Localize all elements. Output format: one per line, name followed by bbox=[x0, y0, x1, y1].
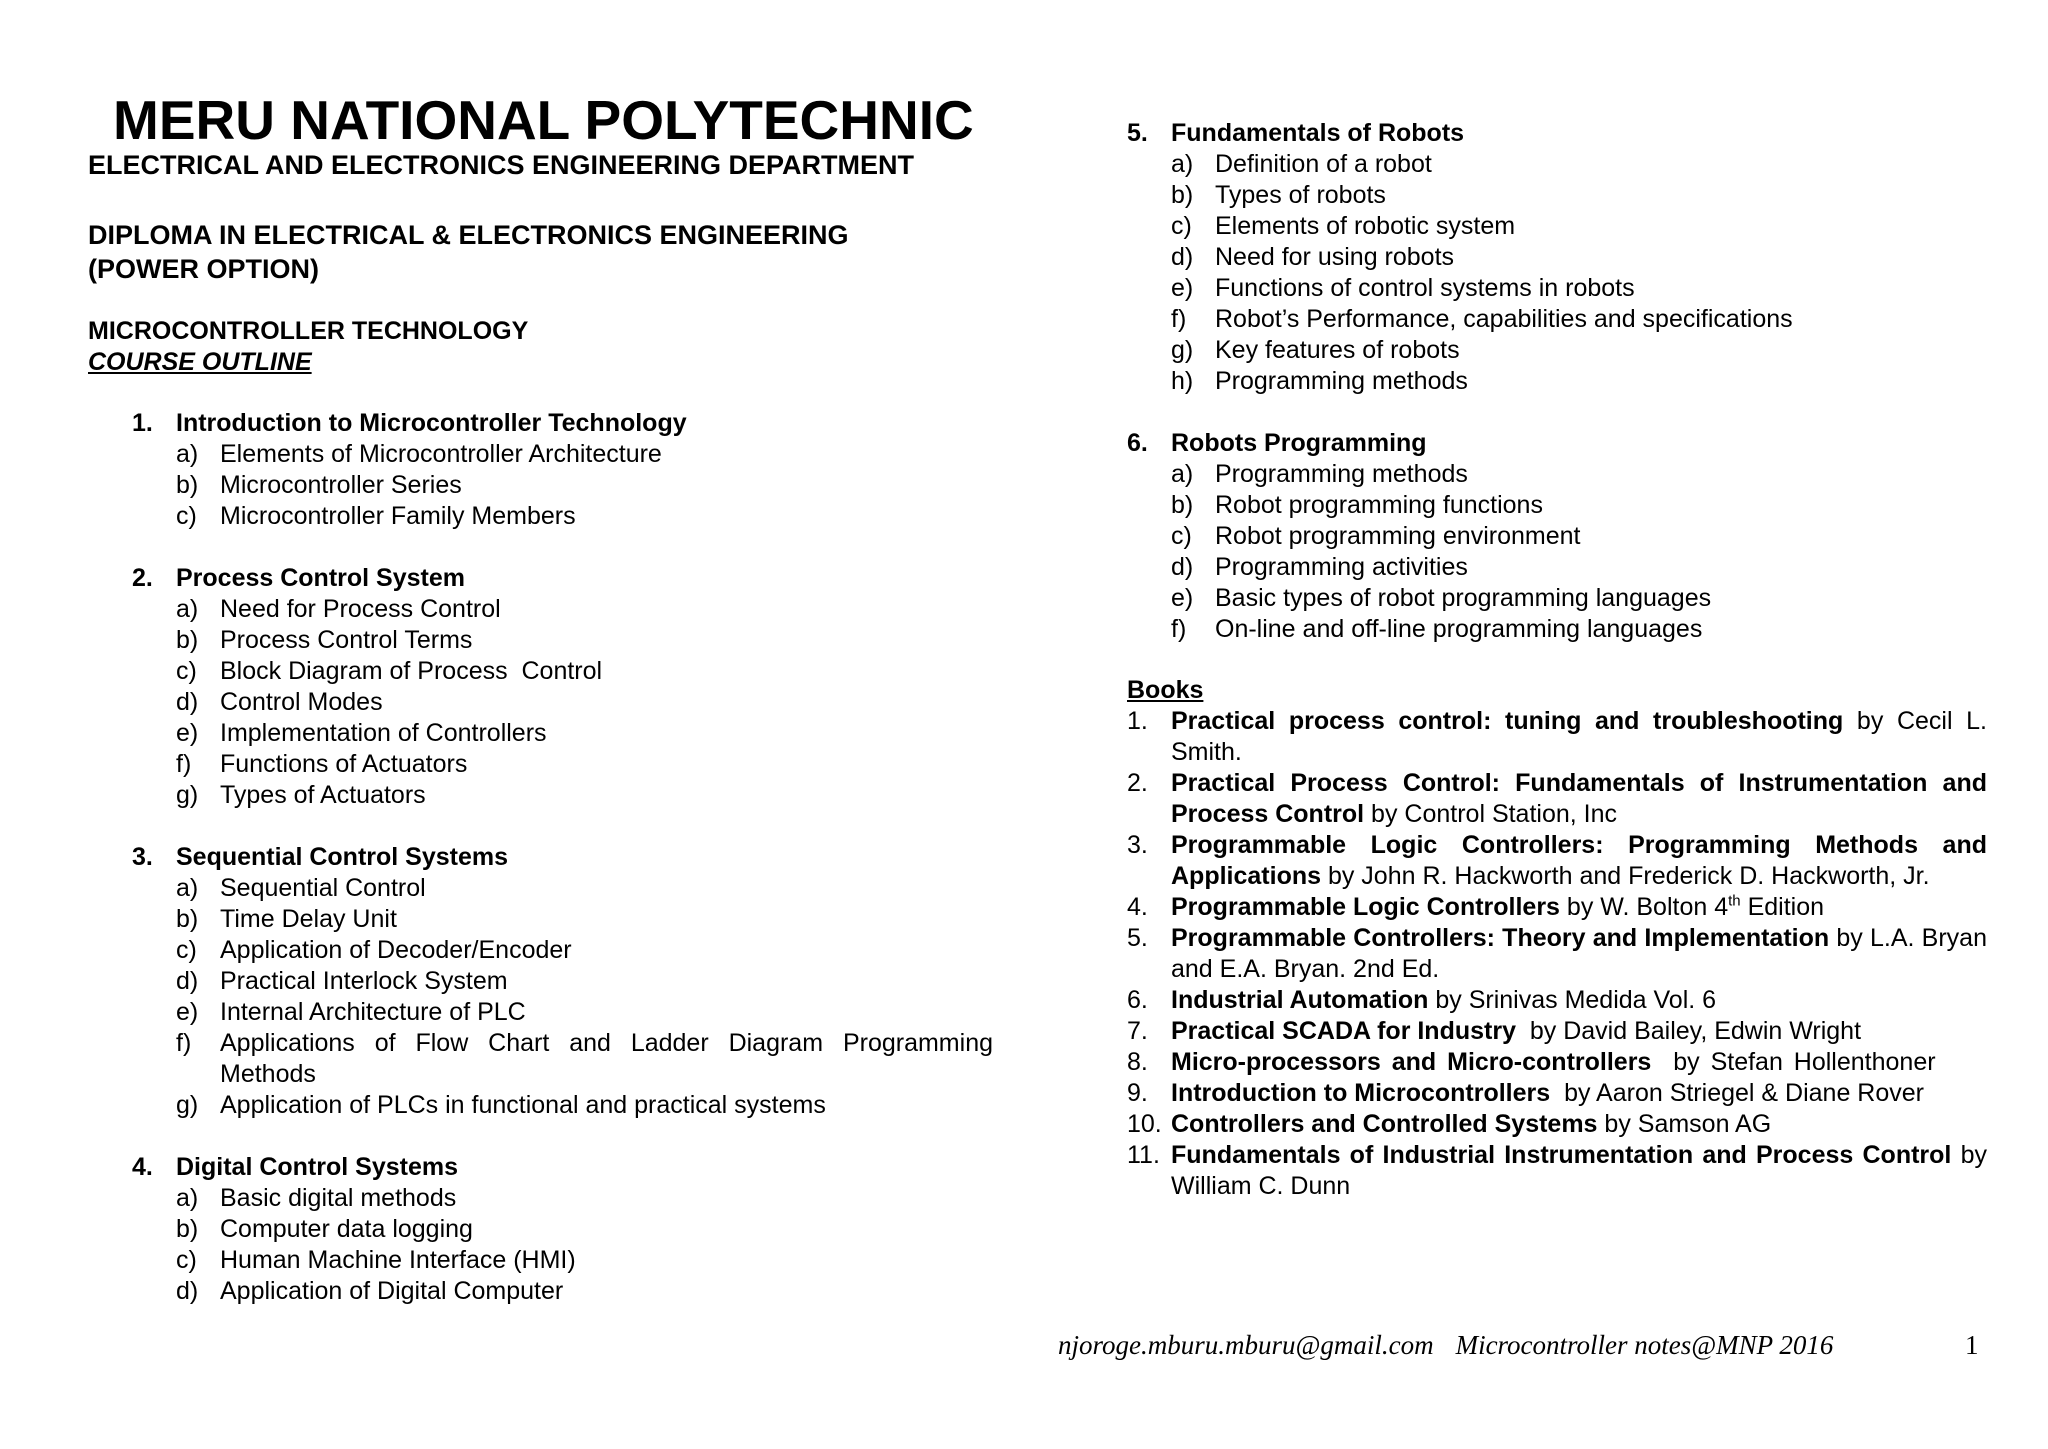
book-author: by Cecil L. Smith. bbox=[1171, 707, 1987, 766]
item-letter: d) bbox=[176, 688, 199, 716]
book-text bbox=[1171, 892, 1987, 923]
book-title: Controllers and Controlled Systems bbox=[1171, 1110, 1598, 1138]
item-text: Practical Interlock System bbox=[220, 967, 508, 995]
section-number: 2. bbox=[132, 564, 153, 592]
book-title: Fundamentals of Industrial Instrumentation and Process Control bbox=[1171, 1141, 1952, 1169]
item-letter: f) bbox=[176, 1029, 192, 1057]
item-letter: d) bbox=[1171, 553, 1194, 581]
books-list bbox=[1127, 706, 1987, 1202]
book-title: Practical process control: tuning and troubleshooting bbox=[1171, 707, 1844, 735]
list-item bbox=[132, 594, 993, 625]
list-item bbox=[132, 1028, 993, 1090]
book-number: 11. bbox=[1127, 1141, 1160, 1169]
item-letter: b) bbox=[1171, 491, 1194, 519]
item-letter: e) bbox=[1171, 274, 1194, 302]
book-number: 8. bbox=[1127, 1048, 1148, 1076]
diploma-line-1: DIPLOMA IN ELECTRICAL & ELECTRONICS ENGINEERING bbox=[88, 220, 849, 250]
book-text bbox=[1171, 923, 1987, 985]
list-item bbox=[132, 1183, 993, 1214]
list-item bbox=[1127, 180, 1987, 211]
book-number: 5. bbox=[1127, 924, 1148, 952]
item-letter: b) bbox=[176, 626, 199, 654]
course-block bbox=[88, 316, 528, 378]
list-item bbox=[132, 935, 993, 966]
book-item bbox=[1127, 1078, 1987, 1109]
section-title-text: Digital Control Systems bbox=[176, 1153, 458, 1181]
item-text: Control Modes bbox=[220, 688, 383, 716]
institution-title: MERU NATIONAL POLYTECHNIC bbox=[113, 89, 974, 151]
list-item bbox=[132, 501, 993, 532]
book-item bbox=[1127, 1140, 1987, 1202]
item-text: Application of Decoder/Encoder bbox=[220, 936, 572, 964]
item-letter: e) bbox=[176, 719, 199, 747]
book-title: Micro-processors and Micro-controllers bbox=[1171, 1048, 1652, 1076]
item-letter: e) bbox=[176, 998, 199, 1026]
item-text: Microcontroller Series bbox=[220, 471, 462, 499]
item-text: Robot’s Performance, capabilities and specifications bbox=[1215, 305, 1793, 333]
item-letter: a) bbox=[1171, 460, 1194, 488]
book-item bbox=[1127, 923, 1987, 985]
section-2 bbox=[132, 563, 993, 811]
item-text: Types of Actuators bbox=[220, 781, 426, 809]
item-letter: a) bbox=[176, 874, 199, 902]
section-number: 5. bbox=[1127, 119, 1148, 147]
item-text-line-2: Methods bbox=[220, 1060, 316, 1088]
item-text: Functions of control systems in robots bbox=[1215, 274, 1635, 302]
section-title bbox=[1127, 118, 1987, 149]
list-item bbox=[132, 904, 993, 935]
section-title bbox=[132, 563, 993, 594]
section-number: 3. bbox=[132, 843, 153, 871]
item-text: Time Delay Unit bbox=[220, 905, 397, 933]
section-title-text: Fundamentals of Robots bbox=[1171, 119, 1465, 147]
item-letter: a) bbox=[1171, 150, 1194, 178]
section-title-text: Robots Programming bbox=[1171, 429, 1427, 457]
item-letter: e) bbox=[1171, 584, 1194, 612]
book-author: by John R. Hackworth and Frederick D. Hackworth, Jr. bbox=[1321, 862, 1930, 890]
list-item bbox=[1127, 552, 1987, 583]
book-author: by Stefan Hollenthoner bbox=[1651, 1048, 1936, 1076]
item-text: Programming methods bbox=[1215, 367, 1468, 395]
section-title-text: Introduction to Microcontroller Technology bbox=[176, 409, 687, 437]
item-letter: c) bbox=[176, 936, 197, 964]
book-author: by Control Station, Inc bbox=[1364, 800, 1618, 828]
item-text: Robot programming functions bbox=[1215, 491, 1543, 519]
book-author: by W. Bolton 4 bbox=[1559, 893, 1729, 921]
item-letter: b) bbox=[176, 1215, 199, 1243]
book-number: 7. bbox=[1127, 1017, 1148, 1045]
item-letter: g) bbox=[1171, 336, 1194, 364]
list-item bbox=[132, 439, 993, 470]
item-text: Basic digital methods bbox=[220, 1184, 457, 1212]
item-letter: a) bbox=[176, 440, 199, 468]
book-author: by Samson AG bbox=[1597, 1110, 1772, 1138]
list-item bbox=[1127, 149, 1987, 180]
book-item bbox=[1127, 1016, 1987, 1047]
book-number: 2. bbox=[1127, 769, 1148, 797]
item-text: Human Machine Interface (HMI) bbox=[220, 1246, 576, 1274]
item-letter: b) bbox=[176, 905, 199, 933]
page-number: 1 bbox=[1965, 1330, 1979, 1360]
item-text: Application of PLCs in functional and practical systems bbox=[220, 1091, 826, 1119]
list-item bbox=[132, 470, 993, 501]
diploma-title bbox=[88, 218, 849, 286]
book-text bbox=[1171, 1047, 1987, 1078]
item-text: Basic types of robot programming languages bbox=[1215, 584, 1712, 612]
section-6 bbox=[1127, 428, 1987, 645]
book-number: 10. bbox=[1127, 1110, 1162, 1138]
item-text: Internal Architecture of PLC bbox=[220, 998, 526, 1026]
item-letter: a) bbox=[176, 1184, 199, 1212]
book-text bbox=[1171, 1109, 1987, 1140]
item-letter: b) bbox=[176, 471, 199, 499]
book-item bbox=[1127, 706, 1987, 768]
section-title-text: Process Control System bbox=[176, 564, 465, 592]
book-item bbox=[1127, 768, 1987, 830]
list-item bbox=[132, 656, 993, 687]
list-item bbox=[1127, 273, 1987, 304]
item-letter: d) bbox=[176, 1277, 199, 1305]
course-outline-label: COURSE OUTLINE bbox=[88, 348, 312, 376]
book-item bbox=[1127, 1047, 1987, 1078]
section-title-text: Sequential Control Systems bbox=[176, 843, 509, 871]
list-item bbox=[1127, 583, 1987, 614]
book-text bbox=[1171, 1016, 1987, 1047]
book-title: Programmable Logic Controllers: Programming Methods and Applications bbox=[1171, 831, 1987, 890]
section-3 bbox=[132, 842, 993, 1121]
book-edition: Edition bbox=[1740, 893, 1825, 921]
item-text: Programming methods bbox=[1215, 460, 1468, 488]
item-text: Elements of Microcontroller Architecture bbox=[220, 440, 662, 468]
item-letter: c) bbox=[176, 502, 197, 530]
item-text: Functions of Actuators bbox=[220, 750, 468, 778]
item-text: Programming activities bbox=[1215, 553, 1468, 581]
section-number: 1. bbox=[132, 409, 153, 437]
item-letter: g) bbox=[176, 1091, 199, 1119]
item-letter: f) bbox=[1171, 615, 1187, 643]
section-number: 6. bbox=[1127, 429, 1148, 457]
footer-notes: Microcontroller notes@MNP 2016 bbox=[1455, 1330, 1834, 1360]
list-item bbox=[1127, 335, 1987, 366]
list-item bbox=[132, 780, 993, 811]
list-item bbox=[1127, 459, 1987, 490]
book-text bbox=[1171, 706, 1987, 768]
book-title: Programmable Logic Controllers bbox=[1171, 893, 1560, 921]
item-letter: g) bbox=[176, 781, 199, 809]
list-item bbox=[1127, 304, 1987, 335]
item-text: Implementation of Controllers bbox=[220, 719, 547, 747]
item-text-line-1: Applications of Flow Chart and Ladder Diagram Programming bbox=[220, 1029, 993, 1057]
book-number: 6. bbox=[1127, 986, 1148, 1014]
section-title bbox=[132, 408, 993, 439]
list-item bbox=[1127, 490, 1987, 521]
book-number: 3. bbox=[1127, 831, 1148, 859]
list-item bbox=[132, 1276, 993, 1307]
book-text bbox=[1171, 985, 1987, 1016]
superscript: th bbox=[1728, 892, 1741, 910]
book-title: Practical SCADA for Industry bbox=[1171, 1017, 1516, 1045]
item-text: Application of Digital Computer bbox=[220, 1277, 564, 1305]
book-title: Practical Process Control: Fundamentals of Instrumentation and Process Control bbox=[1171, 769, 1987, 828]
item-text: Sequential Control bbox=[220, 874, 426, 902]
book-number: 4. bbox=[1127, 893, 1148, 921]
book-item bbox=[1127, 892, 1987, 923]
item-text: Process Control Terms bbox=[220, 626, 473, 654]
item-text: Definition of a robot bbox=[1215, 150, 1432, 178]
list-item bbox=[1127, 614, 1987, 645]
book-item bbox=[1127, 830, 1987, 892]
item-letter: f) bbox=[176, 750, 192, 778]
book-title: Introduction to Microcontrollers bbox=[1171, 1079, 1551, 1107]
list-item bbox=[1127, 521, 1987, 552]
book-title: Industrial Automation bbox=[1171, 986, 1429, 1014]
book-item bbox=[1127, 985, 1987, 1016]
book-text bbox=[1171, 768, 1987, 830]
book-author: by L.A. Bryan and E.A. Bryan. 2nd Ed. bbox=[1171, 924, 1987, 983]
book-number: 1. bbox=[1127, 707, 1148, 735]
footer-email: njoroge.mburu.mburu@gmail.com bbox=[1058, 1330, 1434, 1360]
section-number: 4. bbox=[132, 1153, 153, 1181]
item-letter: h) bbox=[1171, 367, 1194, 395]
book-author: by Srinivas Medida Vol. 6 bbox=[1428, 986, 1717, 1014]
list-item bbox=[132, 1245, 993, 1276]
list-item bbox=[132, 966, 993, 997]
item-text: Block Diagram of Process Control bbox=[220, 657, 603, 685]
item-letter: d) bbox=[1171, 243, 1194, 271]
list-item bbox=[132, 625, 993, 656]
book-item bbox=[1127, 1109, 1987, 1140]
list-item bbox=[132, 997, 993, 1028]
item-letter: a) bbox=[176, 595, 199, 623]
section-1 bbox=[132, 408, 993, 532]
item-letter: c) bbox=[176, 657, 197, 685]
section-title bbox=[132, 1152, 993, 1183]
course-title: MICROCONTROLLER TECHNOLOGY bbox=[88, 317, 529, 345]
item-text bbox=[220, 1028, 993, 1090]
item-text: Computer data logging bbox=[220, 1215, 473, 1243]
department-name: ELECTRICAL AND ELECTRONICS ENGINEERING DEPARTMENT bbox=[88, 150, 915, 180]
list-item bbox=[132, 1214, 993, 1245]
item-letter: c) bbox=[1171, 212, 1192, 240]
book-author: by William C. Dunn bbox=[1171, 1141, 1987, 1200]
item-letter: c) bbox=[1171, 522, 1192, 550]
page-footer bbox=[1058, 1330, 1833, 1361]
list-item bbox=[132, 687, 993, 718]
list-item bbox=[132, 749, 993, 780]
book-number: 9. bbox=[1127, 1079, 1148, 1107]
item-letter: b) bbox=[1171, 181, 1194, 209]
item-text: On-line and off-line programming languages bbox=[1215, 615, 1703, 643]
item-text: Elements of robotic system bbox=[1215, 212, 1516, 240]
item-text: Robot programming environment bbox=[1215, 522, 1581, 550]
item-text: Microcontroller Family Members bbox=[220, 502, 576, 530]
item-letter: d) bbox=[176, 967, 199, 995]
list-item bbox=[1127, 242, 1987, 273]
section-4 bbox=[132, 1152, 993, 1307]
item-text: Types of robots bbox=[1215, 181, 1386, 209]
book-author: by Aaron Striegel & Diane Rover bbox=[1550, 1079, 1924, 1107]
item-letter: f) bbox=[1171, 305, 1187, 333]
list-item bbox=[1127, 211, 1987, 242]
list-item bbox=[132, 873, 993, 904]
section-5 bbox=[1127, 118, 1987, 397]
list-item bbox=[132, 718, 993, 749]
list-item bbox=[1127, 366, 1987, 397]
item-text: Need for using robots bbox=[1215, 243, 1455, 271]
item-letter: c) bbox=[176, 1246, 197, 1274]
book-title: Programmable Controllers: Theory and Implementation bbox=[1171, 924, 1830, 952]
book-text bbox=[1171, 1078, 1987, 1109]
book-author: by David Bailey, Edwin Wright bbox=[1515, 1017, 1862, 1045]
section-title bbox=[132, 842, 993, 873]
book-text bbox=[1171, 1140, 1987, 1202]
list-item bbox=[132, 1090, 993, 1121]
diploma-line-2: (POWER OPTION) bbox=[88, 254, 319, 284]
book-text bbox=[1171, 830, 1987, 892]
item-text: Key features of robots bbox=[1215, 336, 1460, 364]
books-heading: Books bbox=[1127, 676, 1204, 704]
section-title bbox=[1127, 428, 1987, 459]
item-text: Need for Process Control bbox=[220, 595, 501, 623]
